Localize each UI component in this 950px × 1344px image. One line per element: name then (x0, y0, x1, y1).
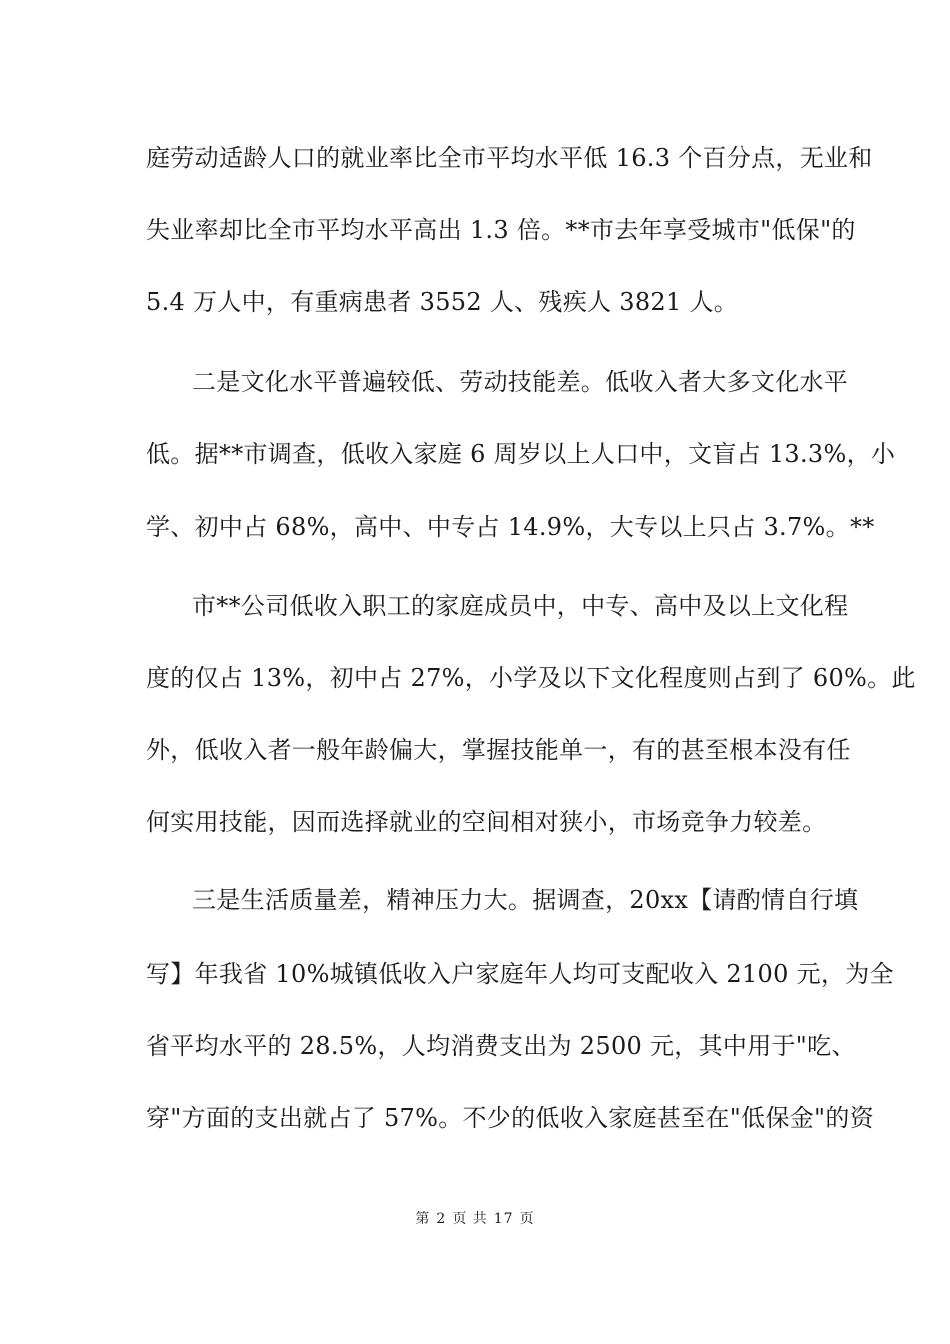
text-line: 外，低收入者一般年龄偏大，掌握技能单一，有的甚至根本没有任 (146, 736, 851, 764)
page-footer (0, 1208, 950, 1228)
text-line: 庭劳动适龄人口的就业率比全市平均水平低 16.3 个百分点，无业和 (146, 144, 873, 172)
paragraph-start-line: 二是文化水平普遍较低、劳动技能差。低收入者大多文化水平 (192, 368, 849, 396)
text-line: 低。据**市调查，低收入家庭 6 周岁以上人口中，文盲占 13.3%，小 (146, 440, 896, 468)
paragraph-start-line: 市**公司低收入职工的家庭成员中，中专、高中及以上文化程 (192, 592, 849, 620)
footer-prefix: 第 (415, 1211, 431, 1227)
footer-suffix: 页 (519, 1211, 535, 1227)
text-line: 学、初中占 68%，高中、中专占 14.9%，大专以上只占 3.7%。** (146, 513, 875, 541)
text-line: 5.4 万人中，有重病患者 3552 人、残疾人 3821 人。 (146, 288, 739, 316)
footer-middle: 页 共 (452, 1211, 488, 1227)
text-line: 失业率却比全市平均水平高出 1.3 倍。**市去年享受城市"低保"的 (146, 216, 856, 244)
text-line: 省平均水平的 28.5%，人均消费支出为 2500 元，其中用于"吃、 (146, 1032, 856, 1060)
text-line: 何实用技能，因而选择就业的空间相对狭小，市场竞争力较差。 (146, 808, 827, 836)
text-line: 写】年我省 10%城镇低收入户家庭年人均可支配收入 2100 元，为全 (146, 960, 894, 988)
text-line: 穿"方面的支出就占了 57%。不少的低收入家庭甚至在"低保金"的资 (146, 1104, 874, 1132)
footer-total-pages: 17 (493, 1211, 514, 1227)
text-line: 度的仅占 13%，初中占 27%，小学及以下文化程度则占到了 60%。此 (146, 664, 916, 692)
footer-page-number: 2 (436, 1211, 447, 1227)
paragraph-start-line: 三是生活质量差，精神压力大。据调查，20xx【请酌情自行填 (192, 886, 859, 914)
